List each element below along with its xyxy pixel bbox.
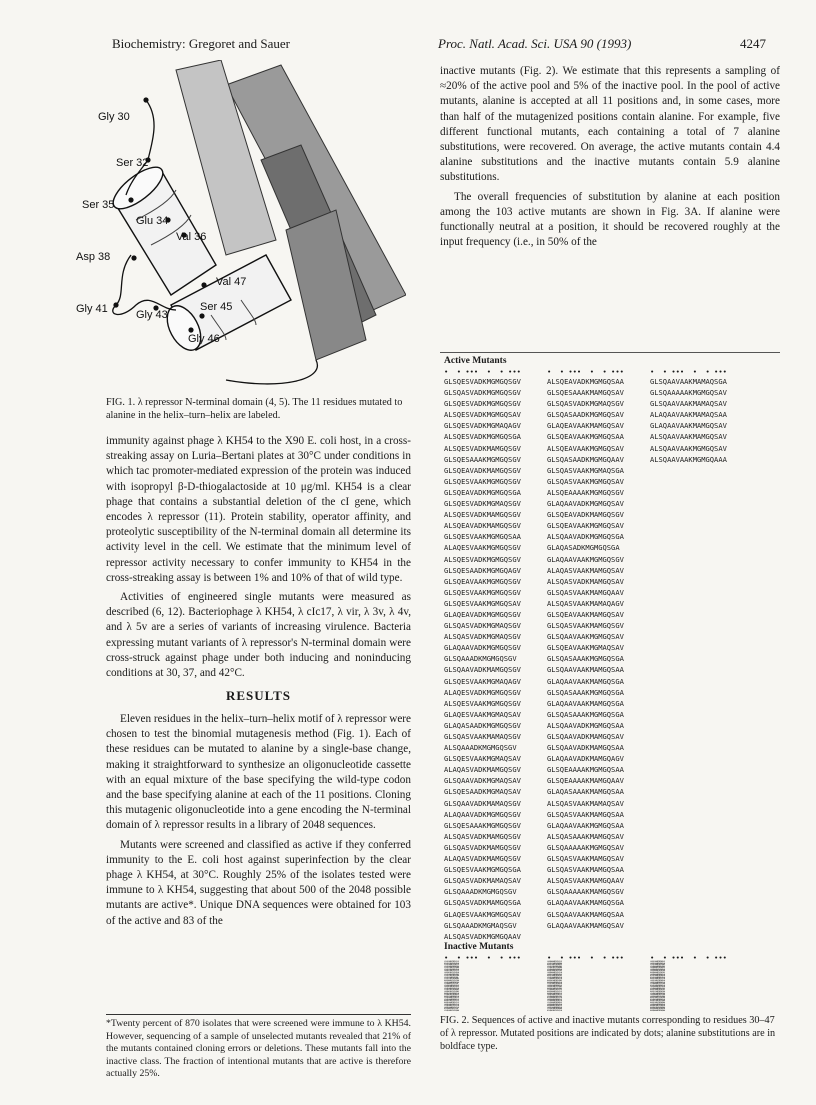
sequence-row: ALSQAAVAAKMAMAQSGA: [650, 999, 666, 1001]
sequence-row: GLAQESAAAKMAMAQSGA: [650, 982, 666, 984]
sequence-row: ALSQESVADKMGMGQSAV: [444, 410, 521, 420]
sequence-row: ALAQASAAAKMAMGQSAV: [547, 971, 563, 973]
sequence-row: ALSQASVAAKMAMAQSAV: [547, 798, 624, 808]
sequence-row: GLSQAAVAAKMAMGQSAA: [547, 665, 624, 675]
sequence-row: GLSQASVADKMGMAQSGV: [444, 621, 521, 631]
sequence-row: GLAQEAAADKMAMGQAGA: [547, 1004, 563, 1006]
sequence-row: GLAQAAVAAKMAMGQSAV: [547, 920, 624, 930]
sequence-row: GLAQASAADKMGMGQSGV: [444, 720, 521, 730]
sequence-row: GLSQESVAAKMGMGQSGV: [444, 587, 521, 597]
sequence-row: GLSQASVADKMGMGQSGV: [444, 388, 521, 398]
running-head-authors: Biochemistry: Gregoret and Sauer: [112, 36, 290, 51]
sequence-row: GLSQASAAAKMGMGQSGA: [547, 654, 624, 664]
sequence-row: ALAQAAVAAKMAMAQSAA: [650, 410, 727, 420]
sequence-row: GLAQEAAAAKMAMGQSAA: [650, 995, 666, 997]
sequence-row: GLSQASVADKMAMAQAAV: [444, 990, 460, 992]
sequence-row: GLSQEAVADKMAMGQSGV: [444, 465, 521, 475]
active-seq-column-3: [650, 376, 727, 465]
figure-2-caption: FIG. 2. Sequences of active and inactive mutants corresponding to residues 30–47 of λ repressor. Mutated positions are indicated by dots; alanine substitutions are in boldface type.: [440, 1015, 776, 1052]
sequence-row: GLSQESVAAKMGMGQSGA: [444, 865, 521, 875]
sequence-row: GLAQAAVADKMGMGQSGV: [444, 643, 521, 653]
sequence-row: ALAQESVAAKMAMAQSGA: [444, 996, 460, 998]
sequence-row: GLSQESVAAKMGMAQSAV: [444, 754, 521, 764]
sequence-row: ALAQESAADKMAMAQAAA: [650, 1003, 666, 1005]
mutated-position-dots: • • ••• • • •••: [650, 953, 727, 962]
sequence-row: GLAQASAADKMAMGQSGA: [444, 1004, 460, 1006]
sequence-row: GLSQAAAAAKMGMGQSAA: [650, 984, 666, 986]
label-gly46: Gly 46: [188, 333, 220, 345]
sequence-row: GLSQESVADKMAMGQSAA: [444, 976, 460, 978]
footnote-divider: [106, 1014, 411, 1015]
sequence-row: GLSQESAAAKMGMGQSGV: [444, 820, 521, 830]
sequence-row: GLAQAAVAAKMAMGQSGA: [547, 698, 624, 708]
sequence-row: GLSQESVAAKMGMGQSGV: [444, 476, 521, 486]
sequence-row: GLSQASVADKMAMGQSGV: [444, 842, 521, 852]
active-seq-column-2: [547, 376, 624, 931]
sequence-row: GLSQAAVADKMAMGQSAA: [547, 743, 624, 753]
sequence-row: ALAQAAAADKMAMAQSGV: [547, 1006, 563, 1008]
label-ser32: Ser 32: [116, 157, 149, 169]
sequence-row: GLSQASVAAKMAMGQSAA: [547, 809, 624, 819]
sequence-row: GLAQASAAAKMGMAQSGV: [547, 995, 563, 997]
active-seq-column-1: [444, 376, 521, 942]
sequence-row: ALSQESVADKMGMGQAGA: [444, 963, 460, 965]
sequence-row: ALSQAAVADKMGMGQSGA: [547, 1010, 563, 1012]
left-column-body: [106, 434, 411, 681]
sequence-row: ALSQAAVAAKMGMGQSAV: [650, 443, 727, 453]
sequence-row: GLSQEAVAAKMGMGQSAA: [547, 432, 624, 442]
right-column-body: [440, 64, 780, 250]
inactive-seq-column-2: [547, 962, 562, 1013]
sequence-row: GLAQEAVAAKMGMGQAAV: [547, 987, 563, 989]
sequence-row: GLSQEAVAAKMGMGQSAV: [547, 521, 624, 531]
mutated-position-dots: • • ••• • • •••: [444, 953, 521, 962]
sequence-row: GLAQEAAADKMAMAQSGV: [547, 999, 563, 1001]
sequence-row: ALAQESVADKMGMGQSGV: [444, 687, 521, 697]
sequence-row: GLSQAAAAAKMGMGQSAV: [547, 842, 624, 852]
sequence-row: GLAQAAVAAKMGMGQSAA: [547, 820, 624, 830]
sequence-row: GLSQAAVADKMAMAQSGV: [444, 798, 521, 808]
label-asp38: Asp 38: [76, 251, 111, 263]
sequence-row: GLAQAAVADKMAMGQAGV: [547, 754, 624, 764]
sequence-row: GLAQAAAADKMAMAQAGV: [650, 968, 666, 970]
sequence-row: GLSQESAADKMAMGQSGV: [444, 962, 460, 963]
sequence-row: GLSQESAADKMAMAQSAA: [444, 966, 460, 968]
sequence-row: ALSQAAVADKMGMGQSGA: [547, 532, 624, 542]
sequence-row: GLAQEAAAAKMAMAQSAA: [650, 971, 666, 973]
sequence-row: GLAQAAAADKMGMAQAGA: [650, 969, 666, 971]
sequence-row: GLSQAAAAAKMAMGQSGV: [547, 887, 624, 897]
sequence-row: GLSQAAAADKMGMAQAGA: [547, 969, 563, 971]
sequence-row: GLSQASAAAKMGMGQSGA: [547, 709, 624, 719]
mutated-position-dots: • • ••• • • •••: [547, 367, 624, 376]
sequence-row: GLSQAAAADKMAMGQSAV: [547, 996, 563, 998]
inactive-mutants-label: Inactive Mutants: [444, 942, 514, 952]
sequence-row: GLSQEAVAAKMGMGQAGV: [444, 985, 460, 987]
sequence-row: ALSQASVAAKMAMAQAGV: [547, 598, 624, 608]
sequence-row: GLSQAAADKMGMGQSGV: [444, 887, 517, 897]
sequence-row: ALSQESVADKMGMGQSGA: [444, 432, 521, 442]
sequence-row: GLAQAAVAAKMGMGQSGV: [547, 554, 624, 564]
sequence-row: GLSQEAVAAKMAMAQAAA: [547, 1009, 563, 1011]
inactive-seq-column-1: [444, 962, 459, 1013]
sequence-row: GLSQASAAAKMGMAQSGV: [444, 998, 460, 1000]
sequence-row: GLSQASVADKMAMAQSAV: [444, 876, 521, 886]
paragraph: inactive mutants (Fig. 2). We estimate that this represents a sampling of ≈20% of the active pool and 5% of the inactive pool. In the pool of active mutants, alanine is accepted at all 11 positions and, in some cases, more than half of the mutagenized positions contain alanine. For example, five different functional mutants, each containing a total of 7 alanine substitutions, were recovered. On average, the active mutants contain 4.4 alanine substitutions and the inactive mutants contain 5.9 alanine substitutions.: [440, 65, 780, 184]
sequence-row: GLSQAAVAAKMAMGQSAA: [547, 909, 624, 919]
sequence-row: GLSQESAADKMAMAQAGA: [547, 984, 563, 986]
label-ser35: Ser 35: [82, 199, 115, 211]
sequence-row: GLAQAAVAAKMAMGQSAV: [650, 421, 727, 431]
label-val36: Val 36: [176, 231, 207, 243]
sequence-row: GLSQASVADKMAMGQSGA: [444, 898, 521, 908]
sequence-row: ALSQESVADKMGMGQSGV: [444, 554, 521, 564]
sequence-row: ALAQAAVAAKMAMAQSGV: [547, 993, 563, 995]
sequence-row: GLSQASAADKMGMGQAAA: [444, 1010, 460, 1012]
sequence-row: ALSQESVAAKMGMGQSGV: [444, 698, 521, 708]
sequence-row: GLAQAAAAAKMGMGQSGA: [547, 973, 563, 975]
sequence-row: GLSQAAVADKMAMGQSAV: [547, 732, 624, 741]
sequence-row: GLSQAAADKMGMGQSGA: [444, 984, 459, 986]
figure-2-top-rule: [440, 352, 780, 353]
sequence-row: GLSQEAAAAKMAMAQAGV: [547, 1003, 563, 1005]
mutated-position-dots: • • ••• • • •••: [650, 367, 727, 376]
sequence-row: GLAQEAVAAKMAMGQAGV: [444, 987, 460, 989]
sequence-row: GLSQESVADKMGMGQSGV: [444, 377, 521, 386]
sequence-row: GLSQESAAAKMGMAQSGV: [444, 965, 460, 967]
sequence-row: ALSQASVADKMGMAQSGV: [444, 632, 521, 642]
sequence-row: GLSQAAAAAKMAMAQSGA: [547, 1001, 563, 1003]
section-heading-results: RESULTS: [225, 688, 292, 703]
sequence-row: GLSQAAVADKMAMAQAGV: [444, 995, 460, 997]
sequence-row: ALAQASVADKMGMGQSGV: [444, 1001, 460, 1003]
sequence-row: ALAQEAAAAKMAMAQAGA: [650, 1009, 666, 1011]
sequence-row: GLAQEAAAAKMGMGQAAA: [650, 996, 666, 998]
sequence-row: GLSQESVAAKMGMGQSAA: [444, 532, 521, 542]
sequence-row: ALSQAAVAAKMAMGQSAV: [650, 432, 727, 442]
sequence-row: GLSQESVADKMGMGQSGV: [444, 399, 521, 409]
sequence-row: GLSQESAAAKMAMGQAAV: [650, 965, 666, 967]
sequence-row: GLAQEAVADKMGMGQSGV: [444, 609, 521, 619]
label-glu34: Glu 34: [136, 215, 169, 227]
sequence-row: ALSQEAVAAKMGMGQSAV: [547, 443, 624, 453]
figure-1-caption: FIG. 1. λ repressor N-terminal domain (4, 5). The 11 residues mutated to alanine in the helix–turn–helix are labeled.: [106, 397, 403, 421]
sequence-row: ALAQAAAAAKMGMAQSAV: [650, 973, 666, 975]
sequence-row: ALSQESAADKMAMAQSGA: [650, 985, 666, 987]
sequence-row: ALSQASVADKMAMGQSAV: [547, 576, 624, 586]
sequence-row: ALAQASVADKMAMGQSGV: [444, 854, 521, 864]
sequence-row: ALAQAAVAAKMGMAQAGA: [650, 1006, 666, 1008]
paragraph: The overall frequencies of substitution by alanine at each position among the 103 active mutants are shown in Fig. 3A. If alanine were functionally neutral at a position, it should be recovered roughly at the input frequency (i.e., in 50% of the: [440, 190, 780, 249]
sequence-row: ALAQEAAAAKMAMGQSGA: [547, 982, 563, 984]
sequence-row: GLAQEAVADKMGMGQAGA: [444, 973, 460, 975]
sequence-row: GLSQASVAAKMAMGQAAV: [547, 587, 624, 597]
sequence-row: GLAQEAVAAKMAMGQSAV: [547, 421, 624, 431]
sequence-row: GLAQAAVADKMGMGQAAV: [444, 991, 460, 993]
sequence-row: ALSQESVADKMAMGQSGV: [444, 443, 521, 453]
paragraph: Activities of engineered single mutants were measured as described (6, 12). Bacteriophage λ KH54, λ cIc17, λ vir, λ 3v, λ 4v, and λ 5v are a series of variants of increasing virulence. Bacteria expressing mutant variants of λ repressor's N-terminal domain were cross-struck against phage under both inducing and noninducing conditions at 30, 37, and 42°C.: [106, 591, 411, 680]
sequence-row: ALAQAAVADKMGMGQSGV: [444, 809, 521, 819]
sequence-row: GLSQASVADKMGMAQSGV: [547, 399, 624, 409]
sequence-row: GLSQAAVADKMGMAQSAV: [444, 776, 521, 786]
sequence-row: GLAQESVAAKMGMGQSAV: [444, 909, 521, 919]
sequence-row: ALAQESAADKMGMAQSAA: [650, 998, 666, 1000]
sequence-row: GLAQASVAAKMGMGQSGV: [444, 971, 460, 973]
sequence-row: ALSQEAVADKMGMGQSAA: [547, 377, 624, 386]
sequence-row: GLSQASAADKMGMGQSAV: [547, 410, 624, 420]
sequence-row: ALSQASVADKMAMGQSGV: [444, 831, 521, 841]
paragraph: immunity against phage λ KH54 to the X90 E. coli host, in a cross-streaking assay on Luria–Bertani plates at 30°C under conditions in which tac promoter-mediated expression of the protein was induced with isopropyl β-D-thiogalactoside at 10 μg/ml. KH54 is a clear phage that contains a substantial deletion of the cI gene, which encodes λ repressor (11). Protein stability, operator affinity, and proteolytic susceptibility of the N-terminal domain all determine its activity level in the cell. We estimate that the minimum level of repressor activity necessary to confer immunity to KH54 in the cross-streaking assay is between 1% and 10% of that of wild type.: [106, 435, 411, 584]
label-ser45: Ser 45: [200, 301, 233, 313]
sequence-row: ALAQEAAADKMGMGQSAA: [444, 980, 460, 982]
sequence-row: GLAQESAADKMAMAQAGA: [650, 980, 666, 982]
mutated-position-dots: • • ••• • • •••: [547, 953, 624, 962]
mutated-position-dots: • • ••• • • •••: [444, 367, 521, 376]
sequence-row: GLSQESAAAKMAMGQSGA: [547, 977, 563, 979]
left-column-results: [106, 712, 411, 929]
running-head-journal: Proc. Natl. Acad. Sci. USA 90 (1993): [438, 36, 632, 51]
sequence-row: ALAQESVAAKMGMGQSGV: [444, 543, 521, 553]
sequence-row: GLSQEAVAAKMGMGQSGV: [444, 576, 521, 586]
sequence-row: GLSQAAADKMGMAQSGV: [444, 920, 517, 930]
sequence-row: GLSQESAADKMAMGQAAV: [444, 974, 460, 976]
sequence-row: GLAQESAAAKMAMAQAGV: [650, 962, 666, 963]
sequence-row: GLSQASVAAKMGMAQSGA: [547, 465, 624, 475]
label-gly43: Gly 43: [136, 309, 168, 321]
sequence-row: GLAQESVAAKMGMAQSAV: [444, 709, 521, 719]
sequence-row: GLAQASAAAKMAMGQSAA: [547, 787, 624, 797]
sequence-row: GLAQAAAAAKMAMAQSGA: [650, 974, 666, 976]
sequence-row: GLSQAAAAAKMAMGQAAV: [650, 966, 666, 968]
sequence-row: GLSQAAADKMGMGQSGV: [444, 654, 517, 664]
sequence-row: GLSQEAVAAKMAMGQSAV: [547, 609, 624, 619]
sequence-row: GLSQEAAAAKMGMGQSAA: [547, 765, 624, 775]
sequence-row: GLSQAAAAAKMAMGQSAV: [650, 988, 666, 990]
sequence-row: GLSQEAVADKMGMGQSGA: [444, 487, 521, 497]
sequence-row: ALAQESAAAKMAMGQSGA: [650, 979, 666, 981]
sequence-row: GLSQESVADKMGMAQSGV: [444, 499, 521, 509]
label-gly41: Gly 41: [76, 303, 108, 315]
sequence-row: GLSQASVAAKMAMGQSAA: [547, 865, 624, 875]
sequence-row: GLAQAAAAAKMAMAQAGA: [650, 1004, 666, 1006]
sequence-row: GLSQASAADKMGMGQSGA: [444, 1006, 460, 1008]
sequence-row: GLSQASAAAKMGMGQSGA: [547, 687, 624, 697]
sequence-row: GLSQAAVAAKMAMAQSGA: [650, 377, 727, 386]
sequence-row: ALAQEAAAAKMGMGQSGV: [547, 991, 563, 993]
sequence-row: ALAQAAAAAKMAMAQAAA: [650, 1010, 666, 1012]
sequence-row: ALSQEAVADKMAMGQSGV: [444, 521, 521, 531]
inactive-seq-column-3: [650, 962, 665, 1013]
footnote: *Twenty percent of 870 isolates that were screened were immune to λ KH54. However, sequencing of a sample of unselected mutants revealed that 21% of the mutants contained cloning errors or deletions. These mutants fall into the inactive class. The fraction of intentional mutants that are active is therefore actually 25%.: [106, 1018, 411, 1080]
label-val47: Val 47: [216, 276, 247, 288]
sequence-row: GLSQESVADKMAMAQAAV: [444, 979, 460, 981]
page-number: 4247: [740, 36, 766, 51]
sequence-row: ALSQESAAAKMAMGQAGA: [650, 977, 666, 979]
sequence-row: GLSQESVAAKMGMGQAAA: [444, 968, 460, 970]
paragraph: Mutants were screened and classified as active if they conferred immunity to the E. coli host against superinfection by the clear phage λ KH54, at 30°C. Roughly 25% of the isolates tested were immune to λ KH54, suggesting that about 500 of the 2048 possible mutants are active*. Unique DNA sequences were obtained for 103 of the active and 83 of the: [106, 838, 411, 927]
sequence-row: ALAQASVAAKMAMGQSAV: [547, 565, 624, 575]
sequence-row: GLSQESVAAKMGMAQAAA: [547, 963, 563, 965]
sequence-row: ALSQASAAAKMAMGQSAV: [547, 831, 624, 841]
sequence-row: ALSQEAAAAKMGMGQSGV: [547, 487, 624, 497]
sequence-row: GLSQESAAAKMAMGQSAV: [547, 388, 624, 398]
sequence-row: ALAQEAVAAKMGMGQAAV: [547, 988, 563, 990]
sequence-row: GLSQASVAAKMGMGQSAV: [547, 476, 624, 486]
sequence-row: ALAQASVAAKMAMGQAAA: [650, 1001, 666, 1003]
sequence-row: ALAQESVAAKMAMAQSAA: [650, 991, 666, 993]
sequence-row: GLSQEAVADKMAMGQSGV: [547, 510, 624, 520]
sequence-row: GLAQAAVADKMGMGQSAV: [547, 499, 624, 509]
sequence-row: GLSQESVADKMGMAQAGV: [444, 421, 521, 431]
sequence-row: GLSQASAAAKMAMAQSGV: [444, 999, 460, 1001]
sequence-row: GLSQASVAAKMAMGQSAV: [547, 854, 624, 864]
sequence-row: ALSQESVADKMAMGQSGV: [444, 510, 521, 520]
sequence-row: GLSQAAVAAKMAMAQSAV: [650, 399, 727, 409]
sequence-row: ALSQAAVAAKMGMGQAAA: [650, 454, 727, 464]
sequence-row: GLSQESVADKMAMGQAGA: [444, 969, 460, 971]
sequence-row: GLSQEAAAAKMAMGQAAV: [547, 776, 624, 786]
sequence-row: GLSQAAAAAKMGMGQSAV: [650, 388, 727, 398]
sequence-row: ALSQASVAAKMAMGQAAV: [547, 876, 624, 886]
sequence-row: GLAQESAAAKMGMAQSGA: [650, 963, 666, 965]
sequence-row: GLSQASVAAKMAMAQSGV: [444, 732, 521, 741]
sequence-row: ALSQEAADKMAMGQSGA: [444, 1009, 459, 1011]
sequence-row: ALSQASVADKMGMGQAAV: [444, 931, 521, 941]
sequence-row: GLAQESAAAKMAMAQSGA: [547, 1007, 563, 1009]
sequence-row: GLAQASADKMGMGQSGA: [547, 543, 620, 553]
sequence-row: GLSQAAVADKMAMGQSGV: [444, 665, 521, 675]
sequence-row: GLSQESVAAKMGMAQAGV: [444, 676, 521, 686]
sequence-row: GLSQASVAAKMAMGQSGV: [547, 621, 624, 631]
sequence-row: GLAQEAAAAKMAMGQAGA: [650, 987, 666, 989]
sequence-row: GLSQAAAADKMAMGQSGV: [547, 990, 563, 992]
figure-1-helix-diagram: [76, 60, 406, 390]
sequence-row: GLSQESAADKMGMGQAGV: [444, 565, 521, 575]
sequence-row: GLSQASAADKMGMGQSGA: [444, 988, 460, 990]
paragraph: Eleven residues in the helix–turn–helix motif of λ repressor were chosen to test the binomial mutagenesis method (Fig. 1). Each of these residues can be mutated to alanine by a single-base change, making it straightforward to synthesize an oligonucleotide cassette with an equal mixture of the base specifying the wild-type codon and the base specifying alanine at each of the 11 positions. Cloning this mutagenic oligonucleotide into a gene encoding the N-terminal domain of λ repressor results in a library of 2048 sequences.: [106, 713, 411, 832]
sequence-row: GLSQESVADKMAMGQAAV: [547, 966, 563, 968]
sequence-row: ALSQAAADKMGMGQSGV: [444, 743, 517, 753]
sequence-row: ALAQEAVAAKMAMGQAAV: [547, 980, 563, 982]
sequence-row: GLSQAAVAAKMGMGQSAV: [547, 632, 624, 642]
sequence-row: GLSQAAVADKMGMAQAAA: [547, 968, 563, 970]
sequence-row: GLAQESVAAKMAMGQAGV: [547, 974, 563, 976]
label-gly30: Gly 30: [98, 111, 130, 123]
sequence-row: GLSQAAAADKMAMAQSGA: [547, 979, 563, 981]
sequence-row: ALSQAAVADKMGMGQSAA: [547, 720, 624, 730]
sequence-row: ALAQESAAAKMAMAQSAV: [650, 990, 666, 992]
sequence-row: GLSQAAVAAKMAMAQSAA: [650, 993, 666, 995]
sequence-row: GLSQESAAAKMGMGQSGV: [444, 454, 521, 464]
sequence-row: GLAQASAAAKMGMGQSGA: [444, 1007, 460, 1009]
sequence-row: ALSQEAAAAKMAMGQSGA: [547, 998, 563, 1000]
sequence-row: GLAQAAVAAKMAMGQSGA: [547, 676, 624, 686]
sequence-row: GLSQEAVAAKMGMAQSAV: [547, 643, 624, 653]
sequence-row: ALAQAAVADKMGMAQAAA: [650, 1007, 666, 1009]
sequence-row: ALAQASAAAKMAMGQSGV: [444, 1003, 460, 1005]
sequence-row: GLSQASAADKMGMGQAAV: [547, 454, 624, 464]
sequence-row: ALSQESAAAKMAMAQAGA: [650, 976, 666, 978]
sequence-row: ALAQASVADKMAMGQSGV: [444, 765, 521, 775]
active-mutants-label: Active Mutants: [444, 356, 507, 366]
sequence-row: GLAQEAVAAKMAMAQSGV: [547, 985, 563, 987]
sequence-row: GLAQAAVAAKMAMGQSGA: [547, 898, 624, 908]
sequence-row: GLSQESAAAKMAMAQSAA: [444, 982, 460, 984]
sequence-row: ALAQESAAAKMAMAQSAV: [547, 976, 563, 978]
sequence-row: ALAQESAADKMAMAQAGV: [547, 965, 563, 967]
sequence-row: GLSQESVAAKMGMQSAA: [444, 977, 459, 979]
sequence-row: GLAQAAAAAKMGMGQSGV: [547, 962, 563, 963]
sequence-row: ALAQASVADKMAMAQSGA: [444, 993, 460, 995]
sequence-row: GLSQESAADKMGMAQSAV: [444, 787, 521, 797]
sequence-row: GLSQESVAAKMGMGQSAV: [444, 598, 521, 608]
